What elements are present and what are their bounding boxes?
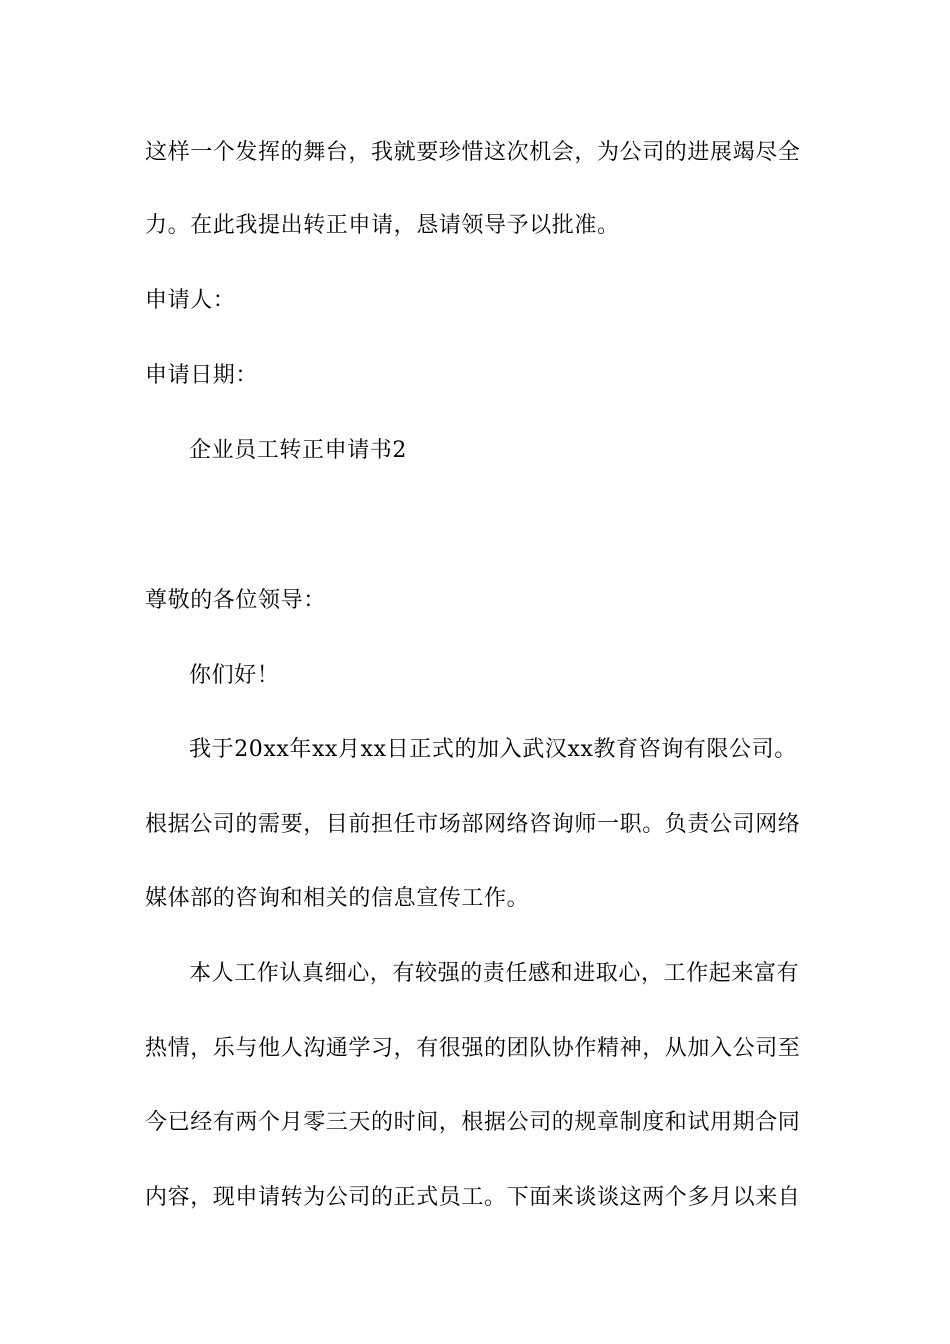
application-date-label: 申请日期：: [145, 363, 259, 388]
paragraph-line: 这样一个发挥的舞台，我就要珍惜这次机会，为公司的进展竭尽全: [145, 140, 801, 165]
paragraph-line: 本人工作认真细心，有较强的责任感和进取心，工作起来富有: [189, 961, 800, 986]
paragraph-line: 内容，现申请转为公司的正式员工。下面来谈谈这两个多月以来自: [145, 1185, 801, 1210]
paragraph-line: 力。在此我提出转正申请，恳请领导予以批准。: [145, 213, 620, 238]
paragraph-line: 根据公司的需要，目前担任市场部网络咨询师一职。负责公司网络: [145, 812, 801, 837]
greeting: 你们好！: [189, 663, 280, 688]
paragraph-line: 媒体部的咨询和相关的信息宣传工作。: [145, 886, 530, 911]
paragraph-line: 今已经有两个月零三天的时间，根据公司的规章制度和试用期合同: [145, 1110, 801, 1135]
salutation: 尊敬的各位领导：: [145, 588, 326, 613]
document-title: 企业员工转正申请书2: [189, 438, 407, 463]
paragraph-line: 热情，乐与他人沟通学习，有很强的团队协作精神，从加入公司至: [145, 1036, 801, 1061]
paragraph-line: 我于20xx年xx月xx日正式的加入武汉xx教育咨询有限公司。: [189, 737, 797, 762]
applicant-label: 申请人：: [145, 288, 236, 313]
